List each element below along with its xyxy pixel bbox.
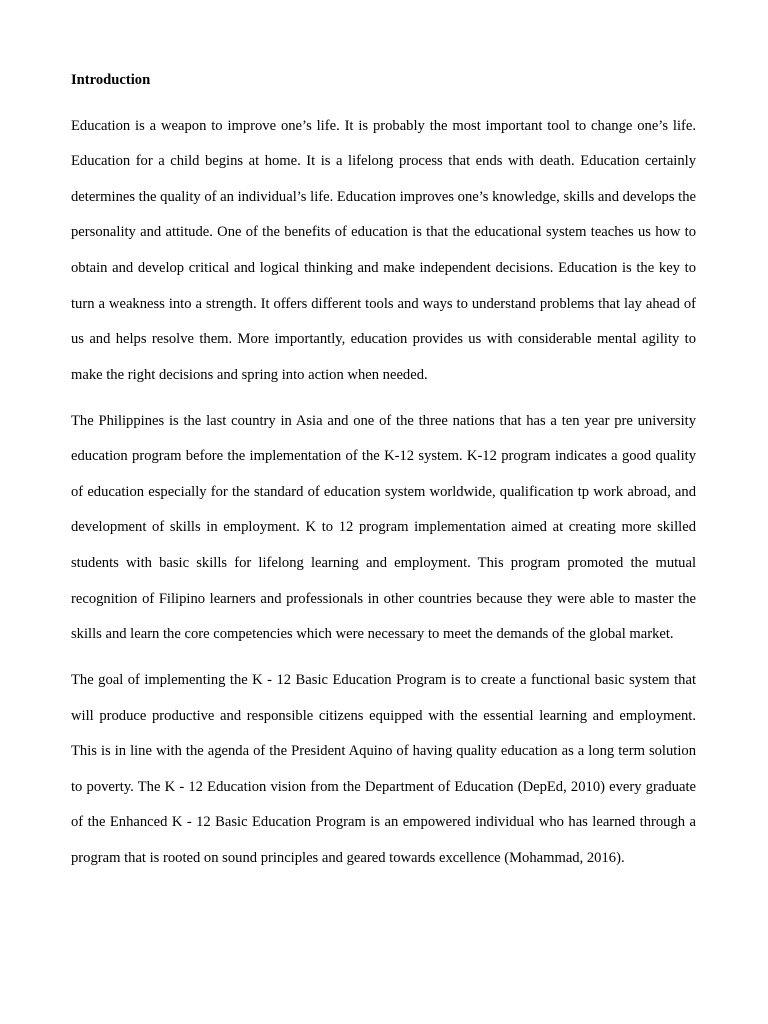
document-page [71, 63, 696, 887]
paragraph-philippines: The Philippines is the last country in Asia and one of the three nations that has a ten year pre university education program before the implementation of the K-12 system. K-12 program indicates a good quality of education especially for the standard of education system worldwide, qualification tp work abroad, and development of skills in employment. K to 12 program implementation aimed at creating more skilled students with basic skills for lifelong learning and employment. This program promoted the mutual recognition of Filipino learners and professionals in other countries because they were able to master the skills and learn the core competencies which were necessary to meet the demands of the global market. [71, 412, 696, 643]
paragraph-k12-goal: The goal of implementing the K - 12 Basic Education Program is to create a functional basic system that will produce productive and responsible citizens equipped with the essential learning and employment. This is in line with the agenda of the President Aquino of having quality education as a long term solution to poverty. The K - 12 Education vision from the Department of Education (DepEd, 2010) every graduate of the Enhanced K - 12 Basic Education Program is an empowered individual who has learned through a program that is rooted on sound principles and geared towards excellence (Mohammad, 2016). [71, 672, 696, 867]
section-heading: Introduction [71, 72, 151, 88]
paragraph-education: Education is a weapon to improve one’s life. It is probably the most important tool to change one’s life. Education for a child begins at home. It is a lifelong process that ends with death. Education certainly determines the quality of an individual’s life. Education improves one’s knowledge, skills and develops the personality and attitude. One of the benefits of education is that the educational system teaches us how to obtain and develop critical and logical thinking and make independent decisions. Education is the key to turn a weakness into a strength. It offers different tools and ways to understand problems that lay ahead of us and helps resolve them. More importantly, education provides us with considerable mental agility to make the right decisions and spring into action when needed. [71, 117, 696, 383]
